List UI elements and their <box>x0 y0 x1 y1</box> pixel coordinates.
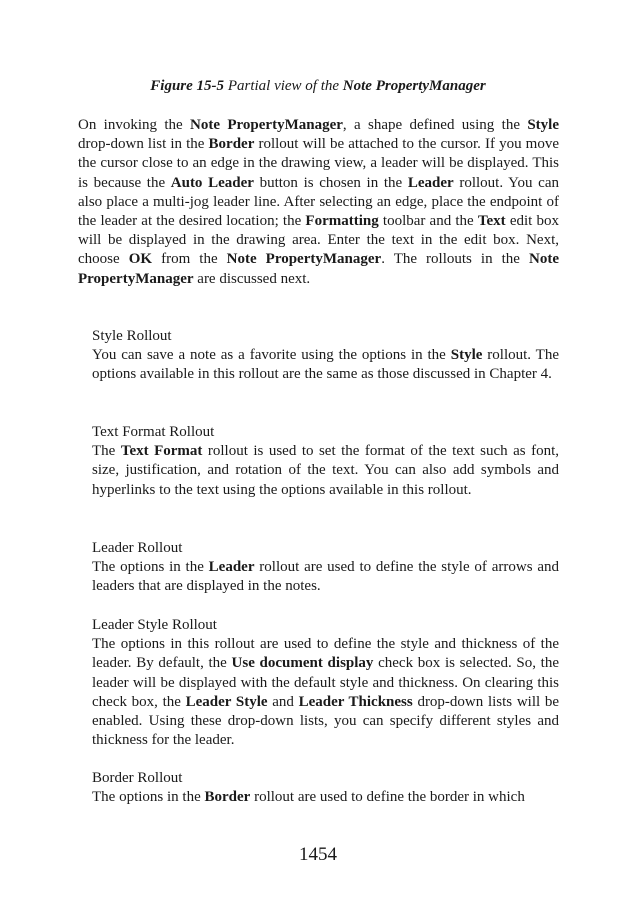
bold-term: Leader Thickness <box>298 693 413 710</box>
figure-caption <box>0 76 636 96</box>
text-run: are discussed next. <box>193 270 311 287</box>
text-run: On invoking the <box>78 117 191 133</box>
text-run: from the <box>152 251 227 268</box>
bold-term: Note PropertyManager <box>78 251 559 287</box>
text-run: The options in this rollout are used to define the style and thickness of the leader. By default, the <box>92 636 559 672</box>
text-run: , a shape defined using the <box>342 117 528 133</box>
bold-term: Style <box>527 117 559 133</box>
bold-term: Text <box>477 213 506 230</box>
text-run: rollout. The options available in this rollout are the same as those discussed in Chapter 4. <box>92 347 559 383</box>
text-run: rollout. You can also place a multi-jog leader line. After selecting an edge, place the endpoint of the leader at the desired location; the <box>78 174 559 230</box>
section-body <box>92 558 559 596</box>
text-run: button is chosen in the <box>253 174 408 191</box>
figure-caption-text: Partial view of the <box>224 78 343 94</box>
page-number: 1454 <box>299 844 337 865</box>
bold-term: Text Format <box>120 443 203 460</box>
section-body <box>92 788 559 807</box>
section-heading: Border Rollout <box>92 770 183 786</box>
text-run: You can save a note as a favorite using the options in the <box>92 347 451 364</box>
bold-term: Leader Style <box>185 693 268 710</box>
bold-term: Border <box>208 136 255 153</box>
section-text-format-rollout <box>92 423 559 500</box>
text-run: . The rollouts in the <box>381 251 529 268</box>
intro-paragraph <box>78 116 559 289</box>
bold-term: Formatting <box>305 213 379 230</box>
section-style-rollout <box>92 327 559 385</box>
bold-term: Leader <box>407 174 454 191</box>
section-heading: Style Rollout <box>92 328 172 344</box>
section-body <box>92 346 559 384</box>
text-run: toolbar and the <box>378 213 478 230</box>
section-body <box>92 442 559 500</box>
bold-term: Border <box>204 789 251 806</box>
section-border-rollout <box>92 769 559 807</box>
section-heading: Leader Style Rollout <box>92 617 217 633</box>
text-run: The <box>92 443 121 460</box>
figure-caption-subject: Note PropertyManager <box>342 78 486 94</box>
text-run: rollout are used to define the border in which <box>250 789 525 806</box>
text-run: edit box will be displayed in the drawing area. Enter the text in the edit box. Next, choose <box>78 213 559 268</box>
section-leader-style-rollout <box>92 616 559 750</box>
text-run: drop-down lists will be enabled. Using these drop-down lists, you can specify different styles and thickness for the leader. <box>92 693 559 749</box>
text-run: and <box>267 693 299 710</box>
bold-term: Use document display <box>231 655 374 672</box>
figure-number: Figure 15-5 <box>150 78 225 94</box>
text-run: rollout will be attached to the cursor. If you move the cursor close to an edge in the drawing view, a leader will be displayed. This is because the <box>78 136 560 191</box>
text-run: rollout is used to set the format of the text such as font, size, justification, and rotation of the text. You can also add symbols and hyperlinks to the text using the options available in this rollout. <box>92 443 559 498</box>
section-heading: Leader Rollout <box>92 540 183 556</box>
section-leader-rollout <box>92 539 559 597</box>
bold-term: Note PropertyManager <box>190 117 343 133</box>
section-body <box>92 635 559 750</box>
text-run: rollout are used to define the style of arrows and leaders that are displayed in the notes. <box>92 559 559 595</box>
text-run: The options in the <box>92 559 209 576</box>
bold-term: Note PropertyManager <box>226 251 382 268</box>
bold-term: OK <box>128 251 153 268</box>
bold-term: Auto Leader <box>170 174 254 191</box>
text-run: drop-down list in the <box>78 136 209 153</box>
bold-term: Leader <box>208 559 255 576</box>
text-run: The options in the <box>92 789 205 806</box>
section-heading: Text Format Rollout <box>92 424 215 440</box>
bold-term: Style <box>450 347 483 364</box>
text-run: check box is selected. So, the leader will be displayed with the default style and thickness. On clearing this check box, the <box>92 655 559 710</box>
